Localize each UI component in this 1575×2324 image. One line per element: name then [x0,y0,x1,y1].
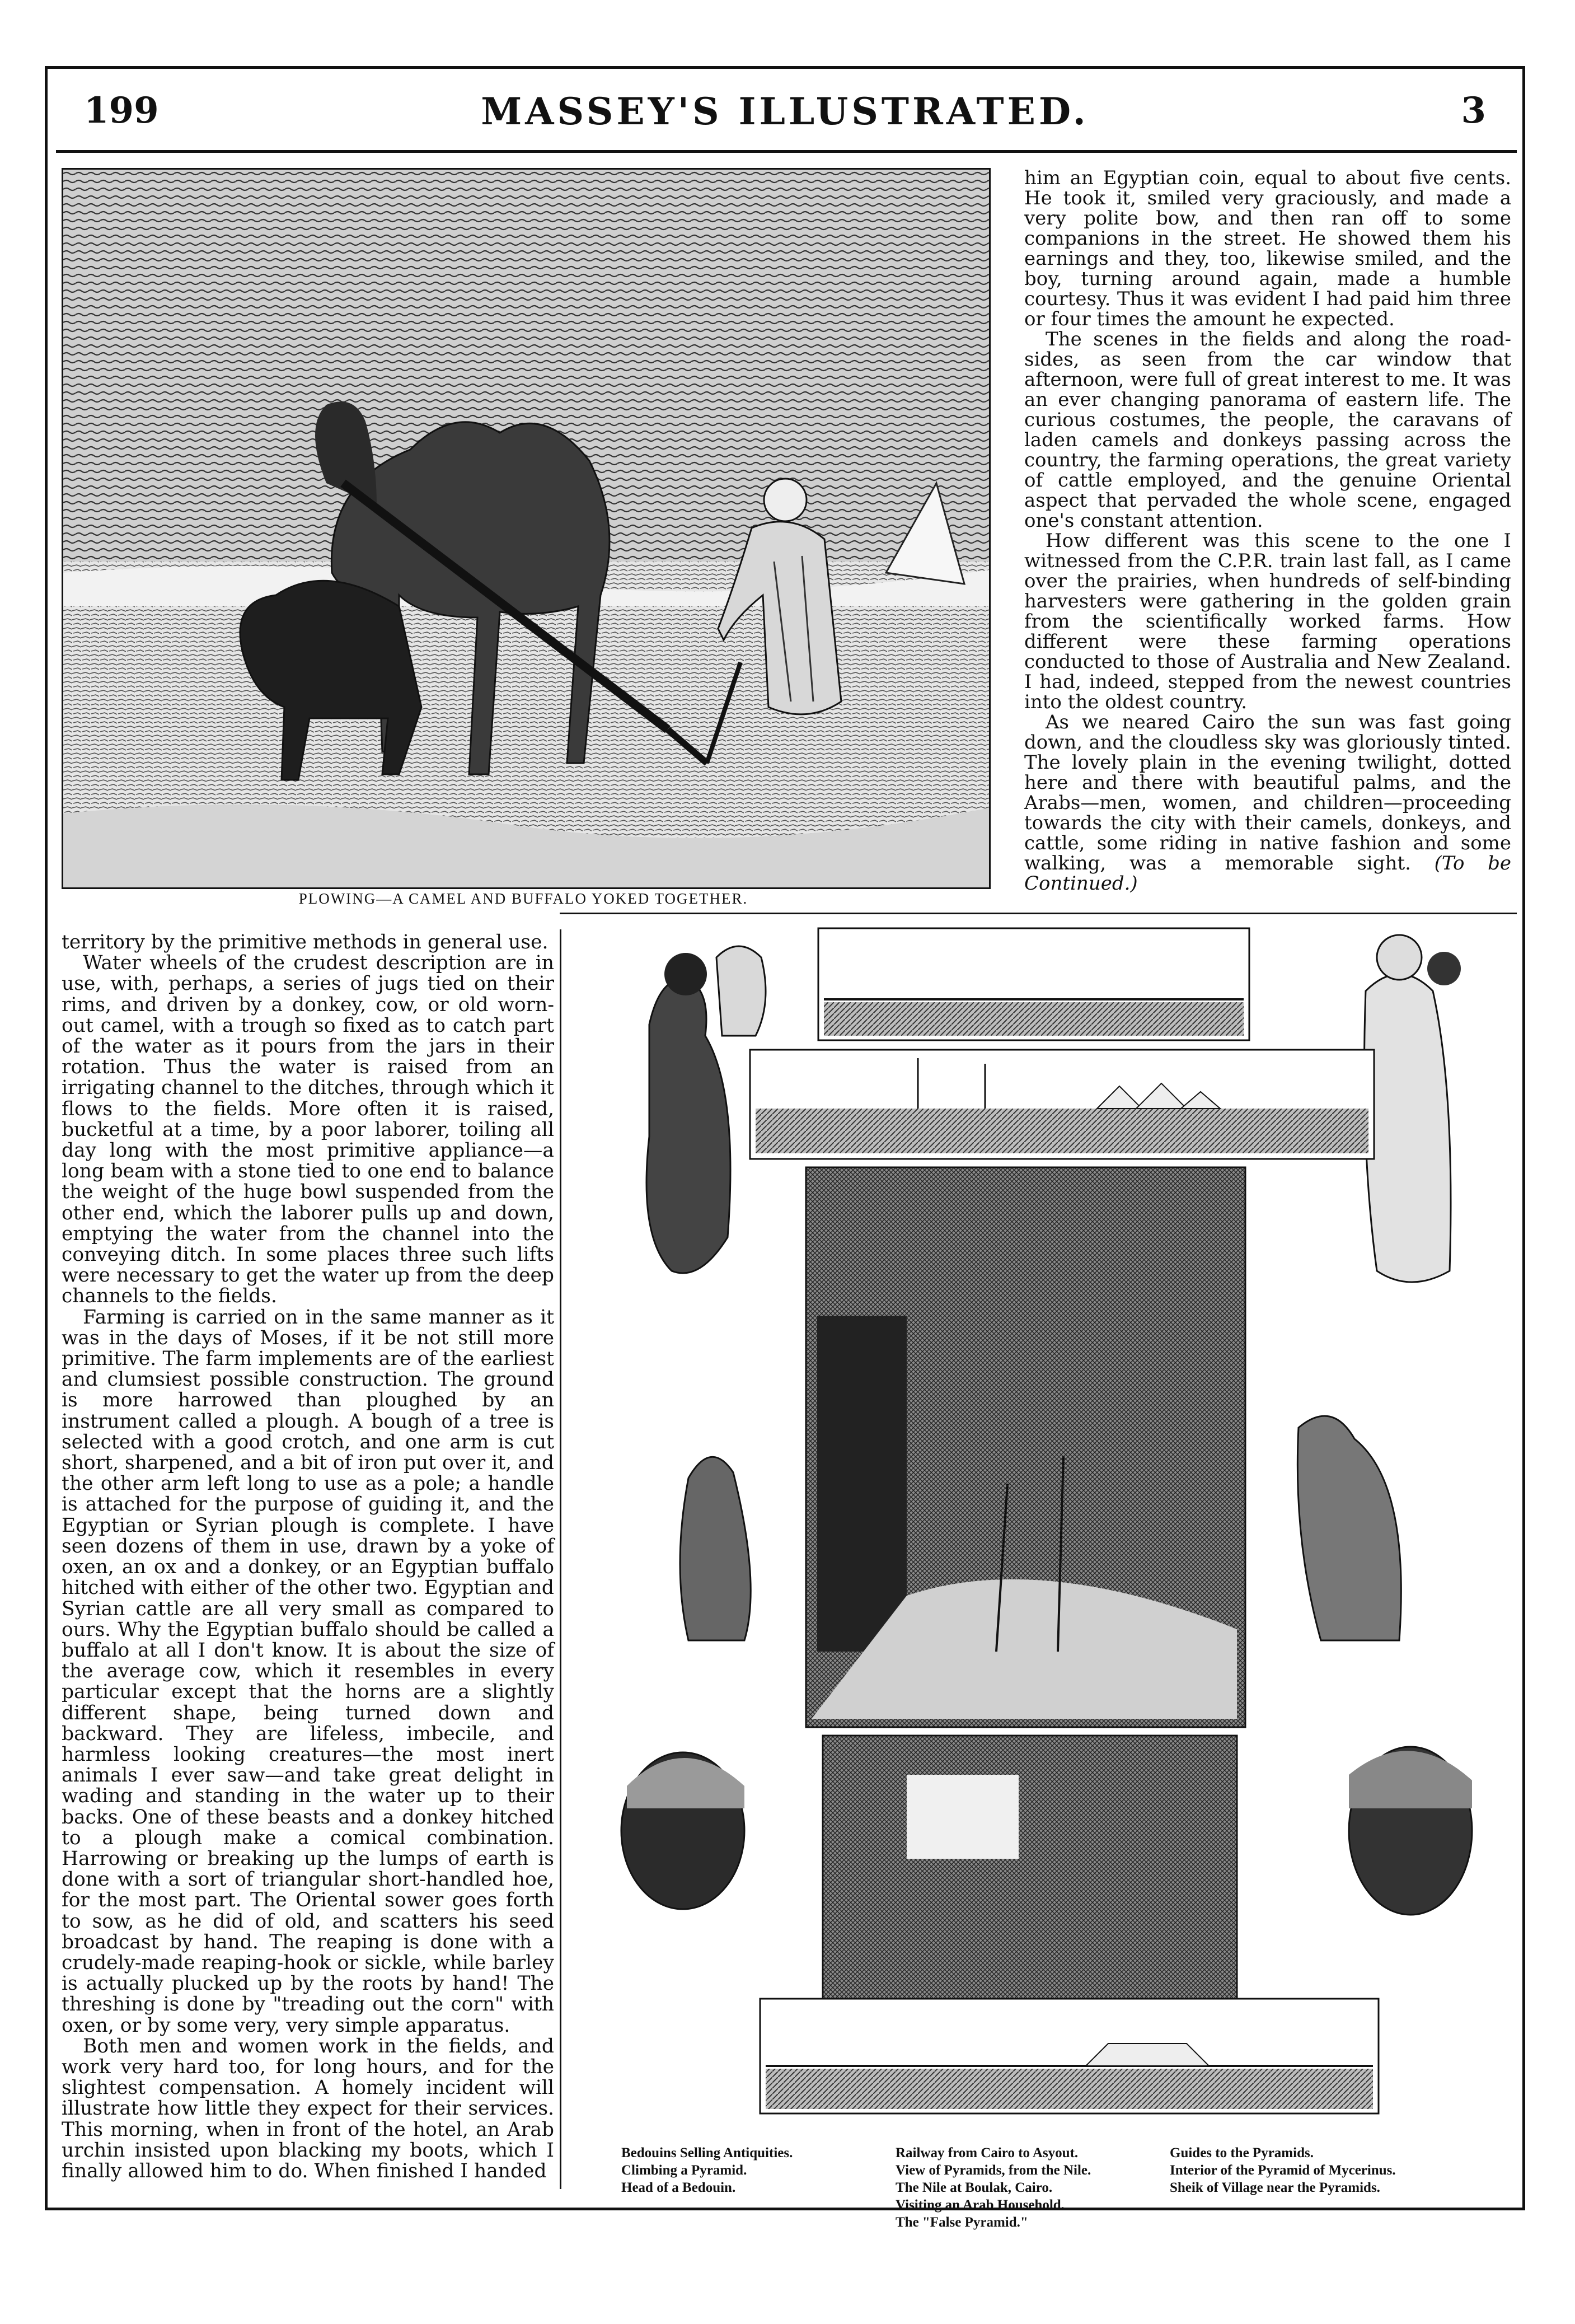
right-paragraph-2: The scenes in the fields and along the road-sides, as seen from the car window that afternoon, were full of great interest to me. It was an ever changing panorama of eastern life. The curious costumes, the people, the caravans of laden camels and donkeys passing across the country, the farming operations, the great variety of cattle employed, and the genuine Oriental aspect that pervaded the whole scene, engaged one's constant attention. [1024,328,1511,532]
right-column-text [1024,168,1511,894]
page-number-left: 199 [84,90,159,132]
continued-note: (To be Continued.) [1024,852,1512,895]
page-number-right: 3 [1461,90,1486,132]
legend-col-3 [1170,2144,1396,2196]
legend-item: Head of a Bedouin. [621,2180,736,2195]
page-header [45,90,1525,151]
legend-item: Visiting an Arab Household. [896,2197,1065,2213]
legend-item: Railway from Cairo to Asyout. [896,2145,1079,2161]
right-paragraph-3: How different was this scene to the one I witnessed from the C.P.R. train last fall, as I came over the prairies, when hundreds of self-binding harvesters were gathering in the golden grain from the scientifically worked farms. How different were these farming operations conducted to those of Australia and New Zealand. I had, indeed, stepped from the newest countries into the oldest country. [1024,530,1511,713]
legend-item: The Nile at Boulak, Cairo. [896,2180,1053,2195]
right-paragraph-1: him an Egyptian coin, equal to about five cents. He took it, smiled very graciously, and made a very polite bow, and then ran off to some companions in the street. He showed them his earnings and they, too, likewise smiled, and the boy, turning around again, made a humble courtesy. Thus it was evident I had paid him three or four times the amount he expected. [1024,167,1511,330]
plowing-illustration [62,168,991,889]
legend-item: Guides to the Pyramids. [1170,2145,1314,2161]
plowing-caption: PLOWING—A CAMEL AND BUFFALO YOKED TOGETHER. [298,890,748,907]
masthead-title: MASSEY'S ILLUSTRATED. [481,90,1089,133]
left-paragraph-2: Water wheels of the crudest description are in use, with, perhaps, a series of jugs tied on their rims, and driven by a donkey, cow, or old worn-out camel, with a trough so fixed as to catch part of the water as it pours from the jars in their rotation. Thus the water is raised from an irrigating channel to the ditches, through which it flows to the fields. More often it is raised, bucketful at a time, by a poor laborer, toiling all day long with the most primitive appliance—a long beam with a stone tied to one end to balance the weight of the huge bowl suspended from the other end, which the laborer pulls up and down, emptying the water from the channel into the conveying ditch. In some places three such lifts were necessary to get the water up from the deep channels to the fields. [62,952,554,1308]
left-paragraph-4: Both men and women work in the fields, and work very hard too, for long hours, and for the slightest compensation. A homely incident will illustrate how little they expect for their services. This morning, when in front of the hotel, an Arab urchin insisted upon blacking my boots, which I finally allowed him to do. When finished I handed [62,2035,554,2182]
column-divider [560,929,561,2189]
legend-item: The "False Pyramid." [896,2215,1028,2230]
left-column-text [62,932,554,2182]
left-paragraph-3: Farming is carried on in the same manner as it was in the days of Moses, if it be not still more primitive. The farm implements are of the earliest and clumsiest possible construction. The ground is more harrowed than ploughed by an instrument called a plough. A bough of a tree is selected with a good crotch, and one arm is cut short, sharpened, and a bit of iron put over it, and the other arm left long to use as a pole; a handle is attached for the purpose of guiding it, and the Egyptian or Syrian plough is complete. I have seen dozens of them in use, drawn by a yoke of oxen, an ox and a donkey, or an Egyptian buffalo hitched with either of the other two. Egyptian and Syrian cattle are all very small as compared to ours. Why the Egyptian buffalo should be called a buffalo at all I don't know. It is about the size of the average cow, which it resembles in every particular except that the horns are a slightly different shape, being turned down and backward. They are lifeless, imbecile, and harmless looking creatures—the most inert animals I ever saw—and take great delight in wading and standing in the water up to their backs. One of these beasts and a donkey hitched to a plough make a comical combination. Harrowing or breaking up the lumps of earth is done with a sort of triangular short-handled hoe, for the most part. The Oriental sower goes forth to sow, as he did of old, and scatters his seed broadcast by hand. The reaping is done with a crudely-made reaping-hook or sickle, while barley is actually plucked up by the roots by hand! The threshing is done by "treading out the corn" with oxen, or by some very, very simple apparatus. [62,1306,554,2037]
legend-item: Interior of the Pyramid of Mycerinus. [1170,2163,1396,2178]
mid-rule [560,913,1517,914]
legend-item: View of Pyramids, from the Nile. [896,2163,1091,2178]
legend-col-2 [896,2144,1091,2231]
right-paragraph-4: As we neared Cairo the sun was fast going down, and the cloudless sky was gloriously tinted. The lovely plain in the evening twilight, dotted here and there with beautiful palms, and the Arabs—men, women, and children—proceeding towards the city with their camels, donkeys, and cattle, some riding in native fashion and some walking, was a memorable sight. [1024,711,1511,875]
legend-item: Bedouins Selling Antiquities. [621,2145,793,2161]
egypt-montage [616,924,1489,2139]
left-paragraph-1: territory by the primitive methods in general use. [62,931,549,953]
legend-item: Sheik of Village near the Pyramids. [1170,2180,1380,2195]
arab-household-frame [823,1736,1237,1999]
legend-col-1 [621,2144,793,2196]
legend-item: Climbing a Pyramid. [621,2163,747,2178]
header-rule [56,150,1517,153]
